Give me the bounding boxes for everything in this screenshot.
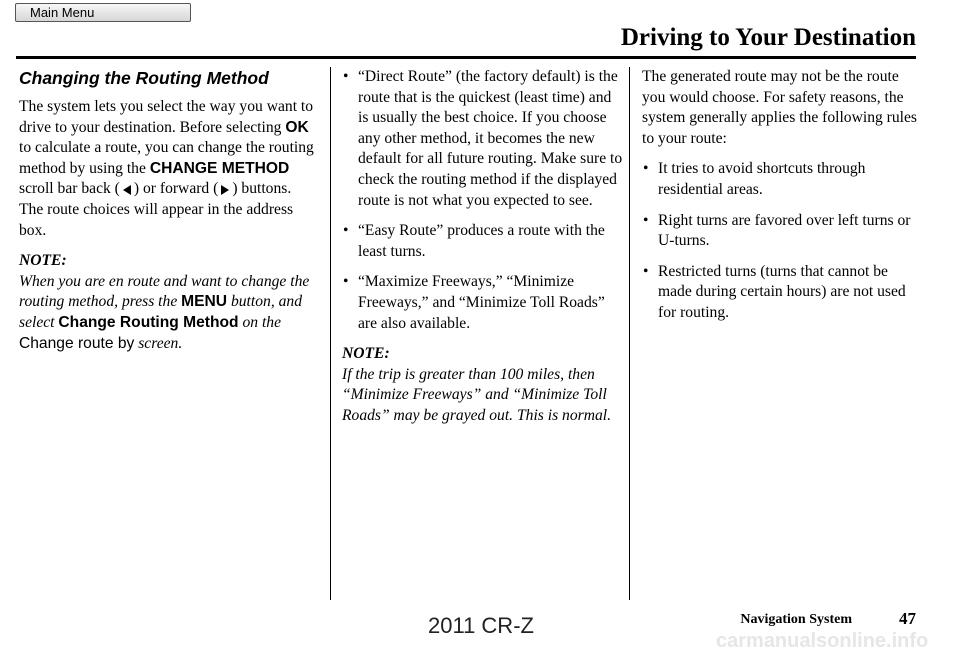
note-label: NOTE: [342,345,390,363]
note-text: If the trip is greater than 100 miles, then “Minimize Freeways” and “Minimize Toll Roads” may be grayed out. This is normal. [342,365,611,424]
list-item: • “Maximize Freeways,” “Minimize Freeways,” and “Minimize Toll Roads” are also available. [342,272,624,334]
arrow-right-icon [221,185,229,195]
intro-paragraph: The system lets you select the way you want to drive to your destination. Before selecting OK to calculate a route, you can change the routing method by using the CHANGE METHOD scroll bar back ( ) or forward ( ) buttons. The route choices will appear in the address box. [19,98,314,239]
model-watermark: 2011 CR-Z [428,613,534,638]
main-menu-button[interactable]: Main Menu [15,3,191,22]
menu-button-label: MENU [181,293,228,311]
change-method-label: CHANGE METHOD [149,159,290,177]
list-item: • It tries to avoid shortcuts through residential areas. [642,159,924,200]
column-right [642,67,924,334]
footer-section-label: Navigation System [740,612,852,627]
change-route-by-label: Change route by [19,334,135,352]
column-divider [629,67,630,600]
arrow-left-icon [123,185,131,195]
routing-options-list [342,67,624,334]
list-item: • Right turns are favored over left turns or U-turns. [642,211,924,252]
list-item: • “Direct Route” (the factory default) is the route that is the quickest (least time) and is usually the best choice. If you choose any other method, it becomes the new default for all future routing. Make sure to check the routing method if the displayed route is not what you expected to see. [342,67,624,211]
column-left [19,67,319,364]
section-heading: Changing the Routing Method [19,68,269,88]
rules-intro: The generated route may not be the route you would choose. For safety reasons, the system generally applies the following rules to your route: [642,68,917,147]
list-item: • “Easy Route” produces a route with the least turns. [342,221,624,262]
column-middle [342,67,624,437]
change-routing-method-label: Change Routing Method [58,313,239,331]
header-rule [16,56,916,59]
note-text: When you are en route and want to change the routing method, press the MENU button, and select Change Routing Method on the Change route by screen. [19,272,310,352]
list-item: • Restricted turns (turns that cannot be made during certain hours) are not used for routing. [642,262,924,324]
route-rules-list [642,159,924,323]
column-divider [330,67,331,600]
site-watermark: carmanualsonline.info [716,630,929,652]
page-number: 47 [899,609,916,628]
page-title: Driving to Your Destination [620,24,916,51]
ok-button-label: OK [285,118,309,136]
note-label: NOTE: [19,252,67,270]
